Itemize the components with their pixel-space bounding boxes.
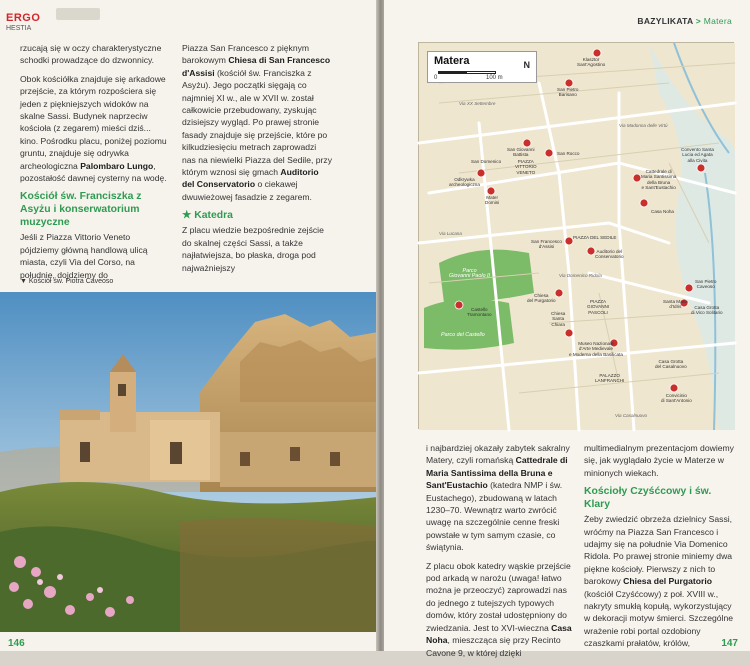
map-label: San Rocco — [557, 151, 580, 156]
map-label: PALAZZO LANFRANCHI — [595, 373, 625, 384]
map-street-label: Via XX Settembre — [459, 101, 496, 106]
chevron-down-icon: ▼ — [20, 278, 27, 285]
map-street-label: Via Casalnuovo — [615, 413, 648, 418]
map-label: Klasztor Sant'Agostino — [577, 57, 606, 68]
photo-caption: ▼ Kościół św. Piotra Caveoso — [20, 278, 114, 285]
map-label: San Domenico — [471, 159, 502, 164]
map-label: Cattedrale di Maria Santissima della Bruna e Sant'Eustachio — [641, 169, 677, 191]
map-label: Parco del Castello — [441, 332, 485, 338]
map-label: San Pietro Caveoso — [695, 279, 717, 290]
logo-seal — [56, 8, 100, 20]
map-label: Casa Grotta del Casalnuovo — [655, 359, 687, 370]
paragraph: Piazza San Francesco z pięknym barokowym Chiesa di San Francesco d'Assisi (kościół św. Franciszka z Asyżu). Jego początki sięgają co najmniej XI w., ale w XVII w. został całkowicie przebudowany, zyskując dzisiejszy wygląd. Po prawej stronie fasady znajduje się przejście, które po kilkudziesięciu metrach zaprowadzi nas na niewielki Piazza del Sedile, przy którym wznosi się gmach Auditorio del Conservatorio o ciekawej dwuwieżowej fasadzie z zegarem. — [182, 43, 332, 202]
star-icon: ★ — [182, 210, 192, 222]
map-label: Museo Nazionale d'Arte Medievale e Moderna della Basilicata — [569, 341, 623, 357]
left-page — [0, 0, 378, 651]
map-label: Odkrywka archeologiczna — [449, 177, 480, 188]
map-label: Casa Noha — [651, 209, 674, 214]
logo-sub: HESTIA — [6, 25, 32, 32]
paragraph: Żeby zwiedzić obrzeża dzielnicy Sassi, wróćmy na Piazza San Francesco i udajmy się na południe Via Domenico Ridola. Po prawej stronie miniemy dwa piękne kościoły. Pierwszy z nich to barokowy Chiesa del Purgatorio (kościół Czyśćcowy) z poł. XVIII w., nakryty smukłą kopułą, wykorzystujący w dekoracji motyw śmierci. Szczególne wrażenie robi portal ozdobiony czaszkami prałatów, królów, — [584, 514, 734, 649]
running-header — [637, 16, 732, 26]
left-column-1 — [20, 42, 170, 287]
paragraph: Z placu wiedzie bezpośrednie zejście do skalnej części Sassi, a także najłatwiejsza, bo płaska, droga pod najważniejszy — [182, 225, 324, 273]
map-label: Convento Santa Lucia ed Agata alla Civita — [681, 147, 714, 163]
header-region: BAZYLIKATA — [637, 16, 694, 26]
section-heading: ★ Katedra — [182, 210, 233, 222]
page-number: 146 — [8, 638, 25, 649]
map-street-label: Via Lucana — [439, 231, 462, 236]
map-street-label: Via Madonna delle Virtù — [619, 123, 668, 128]
map-label: PIAZZA GIOVANNI PASCOLI — [587, 299, 610, 315]
city-map — [418, 42, 734, 429]
right-column-2 — [584, 442, 740, 656]
section-heading: Kościoły Czyśćcowy i św. Klary — [584, 486, 712, 511]
map-label: San Pietro Barisano — [557, 87, 579, 98]
map-label: Chiesa del Purgatorio — [527, 293, 556, 304]
map-scale-start: 0 — [434, 75, 438, 81]
map-legend-box — [427, 51, 537, 83]
map-scale-end: 100 m — [486, 75, 503, 81]
paragraph: multimedialnym prezentacjom dowiemy się, jak wyglądało życie w Materze w minionych wiekach. — [584, 443, 734, 478]
map-label: PIAZZA DEL SEDILE — [573, 235, 617, 240]
church-photo — [0, 292, 378, 632]
page-number: 147 — [721, 638, 738, 649]
map-label: Santa Maria d'Idris — [663, 299, 688, 310]
header-city: Matera — [703, 16, 732, 26]
map-label: Mater Domini — [485, 195, 500, 206]
left-column-2 — [182, 42, 332, 280]
map-label: Parco Giovanni Paolo II — [449, 268, 491, 280]
paragraph: Z placu obok katedry wąskie przejście pod arkadą w narożu (uwaga! łatwo można je przeoczyć) zaprowadzi nas do jednego z tutejszych typowych domów, który został udostępniony do zwiedzania. Jest to XVI-wieczna Casa Noha, mieszcząca się przy Recinto Cavone 9, w której dzięki — [426, 560, 572, 658]
north-arrow-icon: N — [523, 60, 530, 70]
paragraph: Obok kościółka znajduje się arkadowe przejście, za którym rozpościera się jeden z piękniejszych widoków na skalne Sassi. Budynek naprzeciw kościoła (z zegarem) mieści dziś... kino. Pośrodku placu, poniżej poziomu gruntu, znajduje się odrywka archeologiczna Palombaro Lungo, pozostałość dawnej cysterny na wodę. — [20, 73, 167, 184]
map-label: PIAZZA VITTORIO VENETO — [515, 159, 537, 175]
map-label: San Francesco d'Assisi — [531, 239, 562, 250]
map-label: Castello Tramontano — [467, 307, 492, 318]
map-title: Matera — [434, 55, 470, 67]
map-label: Chiesa Santa Chiara — [551, 311, 566, 327]
map-scale-bar — [438, 71, 496, 74]
paragraph: rzucają się w oczy charakterystyczne schodki prowadzące do dzwonnicy. — [20, 43, 162, 66]
right-column-1 — [426, 442, 576, 665]
section-heading: Kościół św. Franciszka z Asyżu i konserwatorium muzyczne — [20, 191, 142, 229]
map-street-label: Via Domenico Ridola — [559, 273, 602, 278]
map-label: Auditorio del Conservatorio — [595, 249, 624, 260]
right-page — [384, 0, 750, 658]
paragraph: i najbardziej okazały zabytek sakralny Matery, czyli romańską Cattedrale di Maria Santissima della Bruna e Sant'Eustachio (katedra NMP i św. Eustachego), zbudowaną w latach 1230–70. Wewnątrz warto zwrócić uwagę na szczególnie cenne freski powstałe w tym samym czasie, co świątynia. — [426, 443, 570, 553]
paragraph: Jeśli z Piazza Vittorio Veneto pójdziemy główną handlową ulicą miasta, czyli Via del Corso, na południe, dojdziemy do — [20, 232, 148, 280]
publisher-logo — [6, 8, 40, 32]
header-separator: > — [695, 16, 702, 26]
map-label: Convicinio di Sant'Antonio — [661, 393, 692, 404]
map-label: Casa Grotta di Vico Solitario — [691, 305, 723, 316]
logo-brand: ERGO — [6, 12, 41, 24]
map-label: San Giovanni Battista — [507, 147, 535, 158]
photo-illustration — [0, 292, 378, 632]
